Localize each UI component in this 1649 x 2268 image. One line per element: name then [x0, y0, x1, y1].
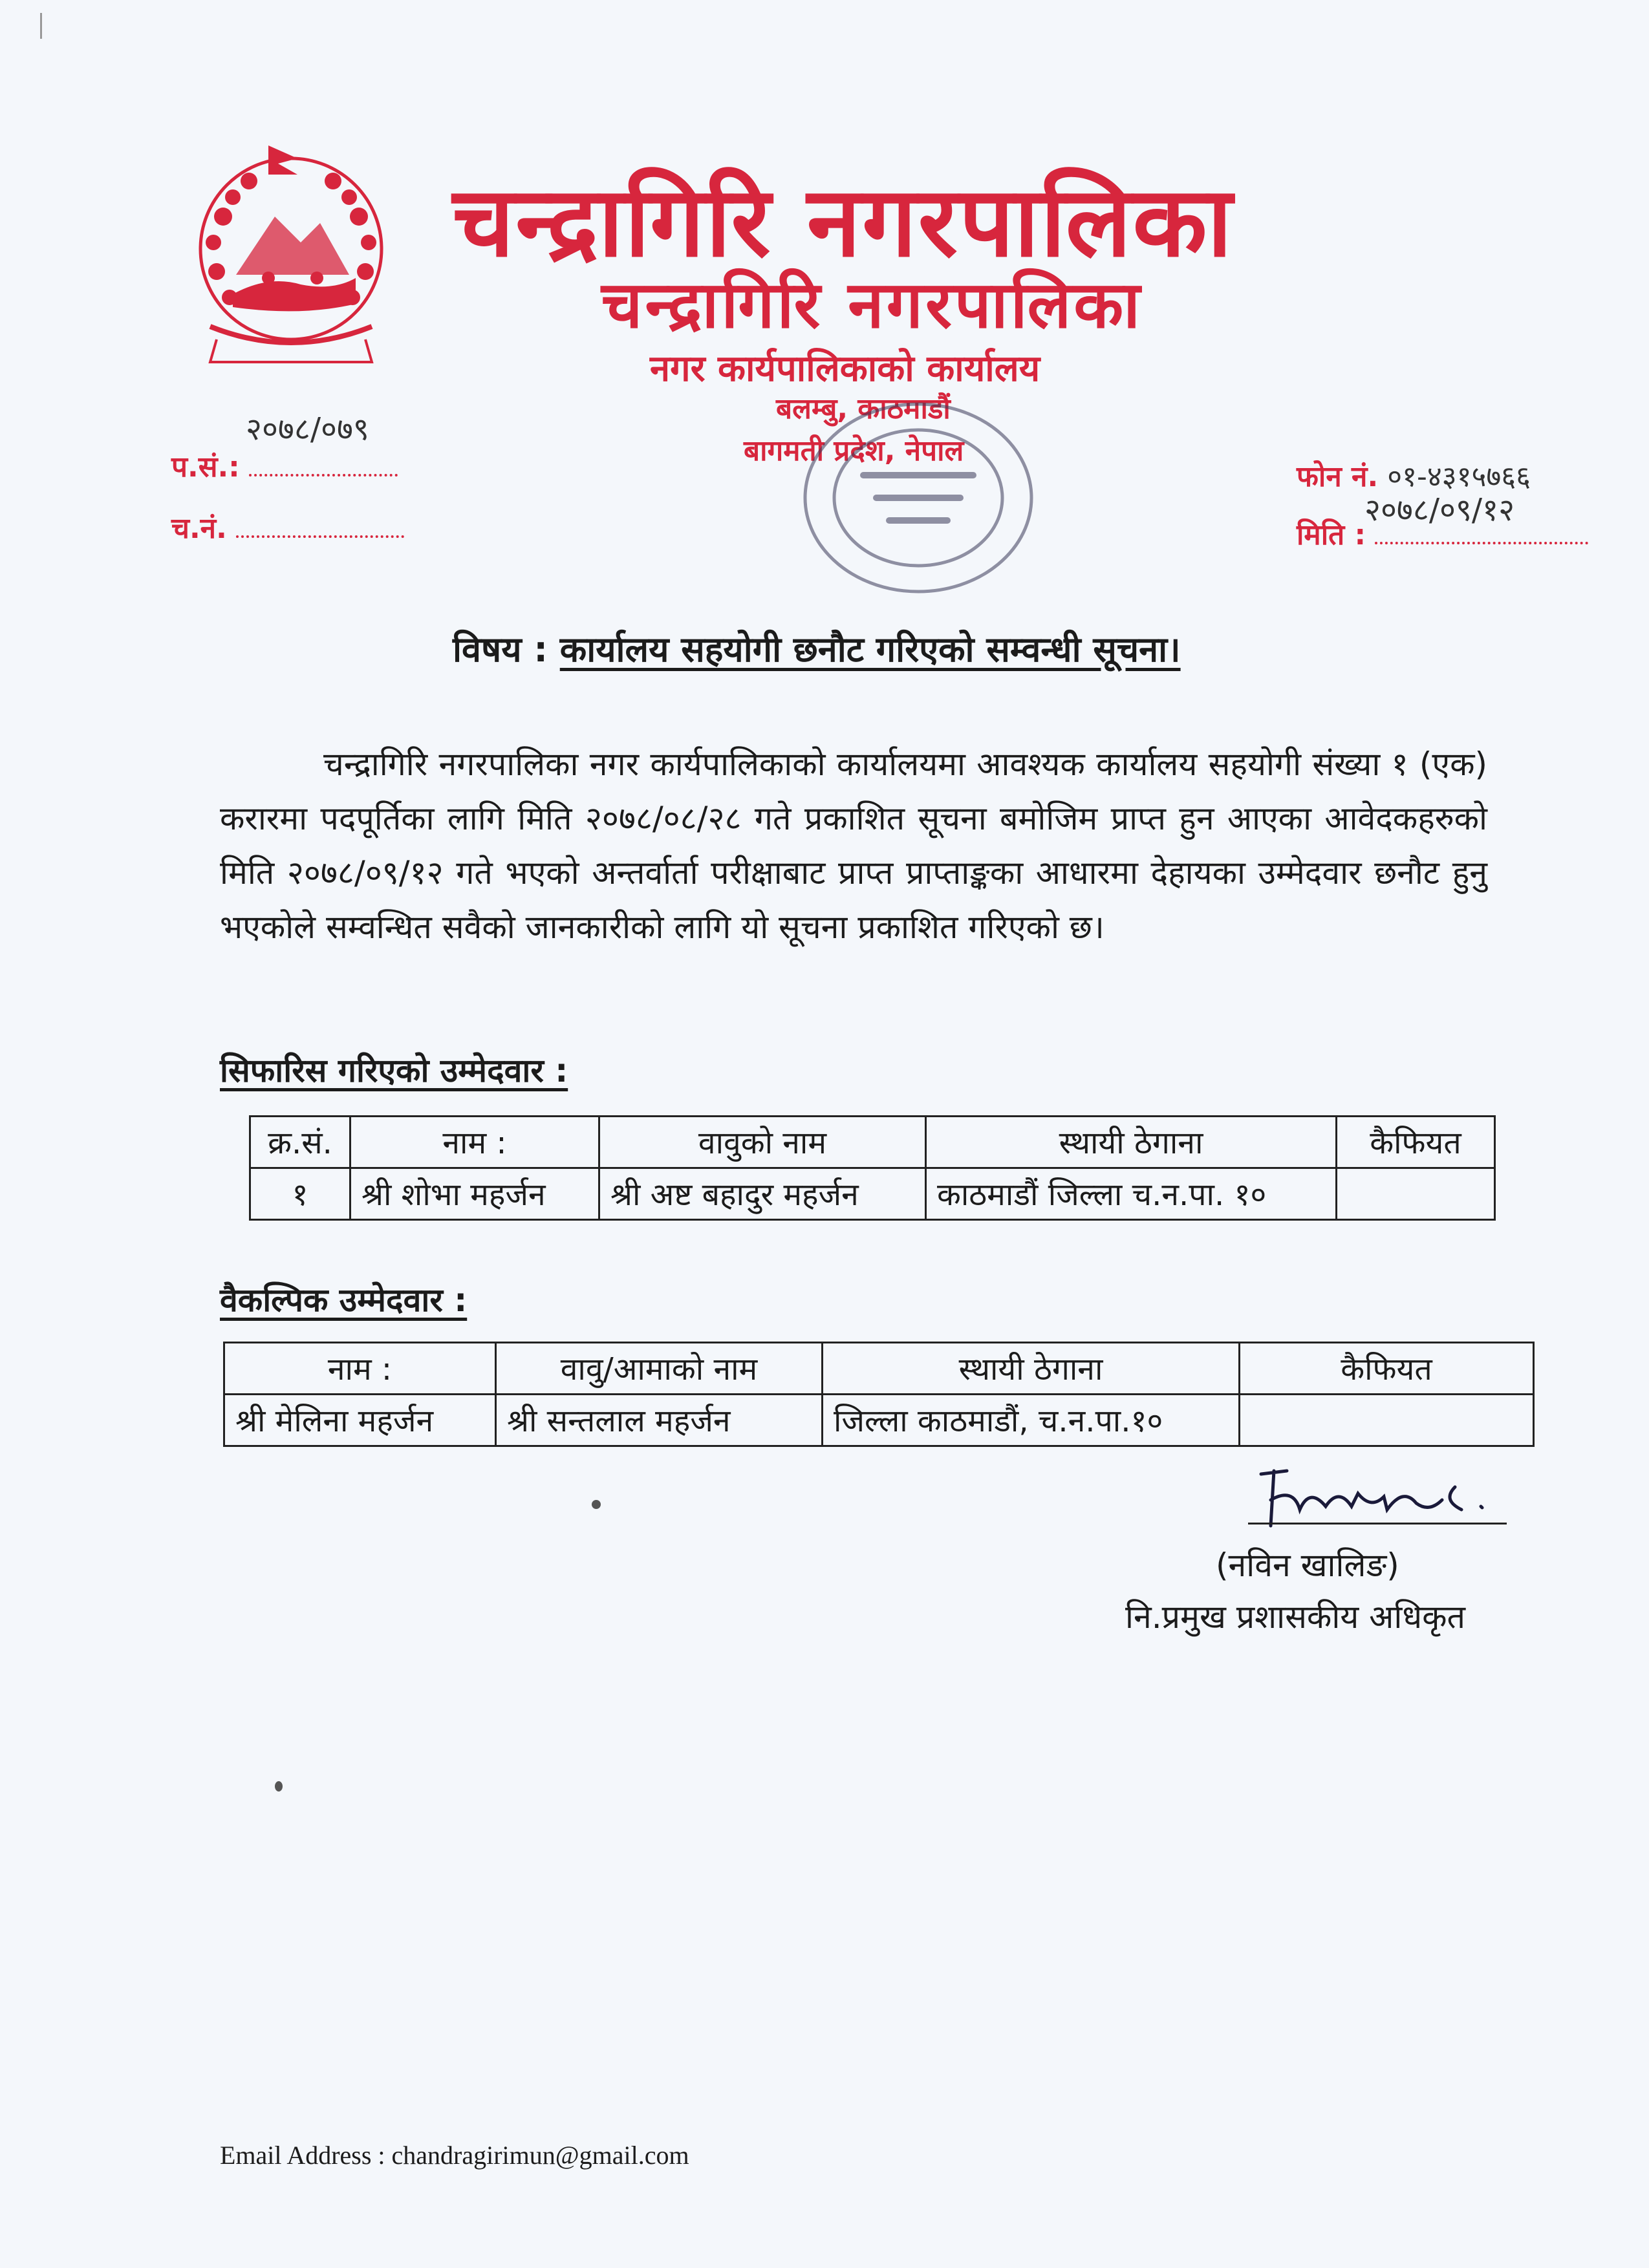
- phone-label: फोन नं.: [1297, 460, 1379, 493]
- dotted-line: [249, 467, 398, 476]
- municipality-title: चन्द्रागिरि नगरपालिका: [453, 166, 1234, 279]
- reference-number-label: प.सं.:: [171, 451, 240, 484]
- column-header: वावु/आमाको नाम: [496, 1343, 823, 1395]
- subject-line: [453, 624, 1181, 672]
- date-label: मिति :: [1297, 519, 1366, 551]
- nepal-government-emblem-icon: [171, 145, 411, 369]
- phone-value: ०१-४३१५७६६: [1387, 460, 1531, 493]
- table-cell: श्री शोभा महर्जन: [350, 1168, 599, 1220]
- column-header: वावुको नाम: [599, 1117, 926, 1168]
- handwritten-signature-icon: [1248, 1448, 1520, 1545]
- table-cell: [1240, 1395, 1534, 1446]
- table-row: [224, 1395, 1534, 1446]
- scan-speck: [275, 1781, 283, 1792]
- reference-number-row: [171, 446, 398, 485]
- alternate-heading: वैकल्पिक उम्मेदवार :: [220, 1281, 468, 1319]
- reference-number-value: २०७८/०७९: [246, 411, 369, 447]
- table-cell: काठमाडौं जिल्ला च.न.पा. १०: [926, 1168, 1337, 1220]
- signatory-name: (नविन खालिङ): [1216, 1546, 1399, 1584]
- column-header: कैफियत: [1240, 1343, 1534, 1395]
- signatory-title: नि.प्रमुख प्रशासकीय अधिकृत: [1125, 1598, 1465, 1636]
- dotted-line: [236, 529, 404, 538]
- date-row: [1297, 514, 1588, 553]
- table-cell: [1337, 1168, 1495, 1220]
- table-header-row: [250, 1117, 1495, 1168]
- table-cell: श्री सन्तलाल महर्जन: [496, 1395, 823, 1446]
- table-cell: जिल्ला काठमाडौं, च.न.पा.१०: [823, 1395, 1240, 1446]
- dispatch-number-label: च.नं.: [171, 512, 227, 545]
- column-header: स्थायी ठेगाना: [823, 1343, 1240, 1395]
- table-header-row: [224, 1343, 1534, 1395]
- table-cell: १: [250, 1168, 350, 1220]
- office-round-stamp-icon: [789, 388, 1048, 601]
- scan-speck: [592, 1500, 601, 1509]
- column-header: क्र.सं.: [250, 1117, 350, 1168]
- office-address-line2: बागमती प्रदेश, नेपाल: [744, 434, 964, 467]
- scan-mark: [40, 13, 42, 39]
- column-header: नाम :: [350, 1117, 599, 1168]
- date-value: २०७८/०९/१२: [1364, 492, 1515, 528]
- subject-text: कार्यालय सहयोगी छनौट गरिएको सम्वन्धी सूचना।: [559, 629, 1181, 670]
- dotted-line: [1375, 535, 1588, 544]
- signature-line: [1248, 1523, 1507, 1524]
- notice-body: चन्द्रागिरि नगरपालिका नगर कार्यपालिकाको कार्यालयमा आवश्यक कार्यालय सहयोगी संख्या १ (एक) करारमा पदपूर्तिका लागि मिति २०७८/०८/२८ गते प्रकाशित सूचना बमोजिम प्राप्त हुन आएका आवेदकहरुको मिति २०७८/०९/१२ गते भएको अन्तर्वार्ता परीक्षाबाट प्राप्त प्राप्ताङ्कका आधारमा देहायका उम्मेदवार छनौट हुनु भएकोले सम्वन्धित सवैको जानकारीको लागि यो सूचना प्रकाशित गरिएको छ।: [220, 745, 1487, 946]
- column-header: स्थायी ठेगाना: [926, 1117, 1337, 1168]
- office-address-line1: बलम्बु, काठमाडौं: [776, 392, 951, 425]
- table-row: [250, 1168, 1495, 1220]
- office-name: नगर कार्यपालिकाको कार्यालय: [650, 348, 1040, 390]
- column-header: नाम :: [224, 1343, 496, 1395]
- municipality-title-newari: चन्द्रागिरि नगरपालिका: [601, 267, 1143, 343]
- footer-email: Email Address : chandragirimun@gmail.com: [220, 2141, 689, 2170]
- table-cell: श्री अष्ट बहादुर महर्जन: [599, 1168, 926, 1220]
- dispatch-number-row: [171, 508, 404, 546]
- alternate-table: [223, 1342, 1535, 1447]
- table-cell: श्री मेलिना महर्जन: [224, 1395, 496, 1446]
- recommended-table: [249, 1115, 1496, 1221]
- recommended-heading: सिफारिस गरिएको उम्मेदवार :: [220, 1052, 568, 1089]
- subject-label: विषय :: [453, 629, 548, 670]
- column-header: कैफियत: [1337, 1117, 1495, 1168]
